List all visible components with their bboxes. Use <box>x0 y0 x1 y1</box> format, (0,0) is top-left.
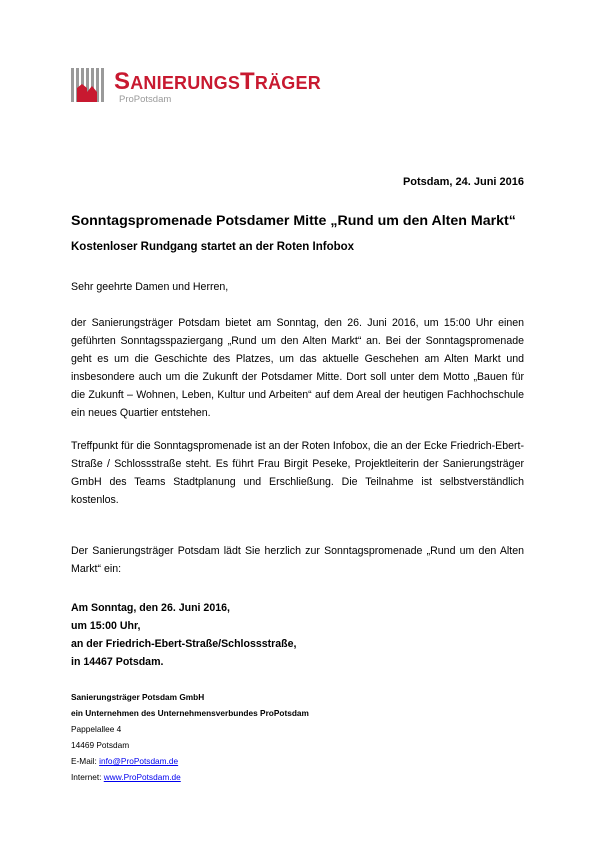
internet-label: Internet: <box>71 772 104 782</box>
building-bars-logo-icon <box>71 68 107 104</box>
event-location: an der Friedrich-Ebert-Straße/Schlossstraße, <box>71 638 297 650</box>
internet-link[interactable]: www.ProPotsdam.de <box>103 772 181 782</box>
email-link[interactable]: info@ProPotsdam.de <box>99 756 179 766</box>
address-city: 14469 Potsdam <box>71 740 130 750</box>
event-date: Am Sonntag, den 26. Juni 2016, <box>71 602 230 614</box>
logo-subtitle: ProPotsdam <box>119 94 172 105</box>
email-line <box>71 753 309 769</box>
company-group: ein Unternehmen des Unternehmensverbundes ProPotsdam <box>71 708 309 718</box>
contact-footer <box>71 689 309 785</box>
paragraph-meeting-point: Treffpunkt für die Sonntagspromenade ist an der Roten Infobox, die an der Ecke Friedrich-Ebert-Straße / Schlossstraße steht. Es führt Frau Birgit Peseke, Projektleiterin der Sanierungsträger GmbH des Teams Stadtplanung und Erschließung. Die Teilnahme ist selbstverständlich kostenlos. <box>71 440 524 506</box>
paragraph-invitation: Der Sanierungsträger Potsdam lädt Sie herzlich zur Sonntagspromenade „Rund um den Alten Markt“ ein: <box>71 545 524 575</box>
address-street: Pappelallee 4 <box>71 724 122 734</box>
event-time: um 15:00 Uhr, <box>71 620 141 632</box>
event-city: in 14467 Potsdam. <box>71 656 164 668</box>
salutation: Sehr geehrte Damen und Herren, <box>71 281 229 293</box>
internet-line <box>71 769 309 785</box>
company-name: Sanierungsträger Potsdam GmbH <box>71 692 205 702</box>
paragraph-intro: der Sanierungsträger Potsdam bietet am Sonntag, den 26. Juni 2016, um 15:00 Uhr einen geführten Sonntagsspaziergang „Rund um den Alten Markt“ an. Bei der Sonntagspromenade geht es um die Geschichte des Platzes, um das aktuelle Geschehen am Alten Markt und insbesondere auch um die Zukunft der Potsdamer Mitte. Dort soll unter dem Motto „Bauen für die Zukunft – Wohnen, Leben, Kultur und Arbeiten“ auf dem Areal der heutigen Fachhochschule ein neues Quartier entstehen. <box>71 317 524 419</box>
page-title: Sonntagspromenade Potsdamer Mitte „Rund um den Alten Markt“ <box>71 213 516 229</box>
page-subtitle: Kostenloser Rundgang startet an der Roten Infobox <box>71 241 355 253</box>
email-label: E-Mail: <box>71 756 100 766</box>
logo-title: SANIERUNGSTRÄGER <box>114 68 321 95</box>
event-details <box>71 599 296 671</box>
press-date: Potsdam, 24. Juni 2016 <box>402 176 524 188</box>
company-logo <box>71 68 341 110</box>
